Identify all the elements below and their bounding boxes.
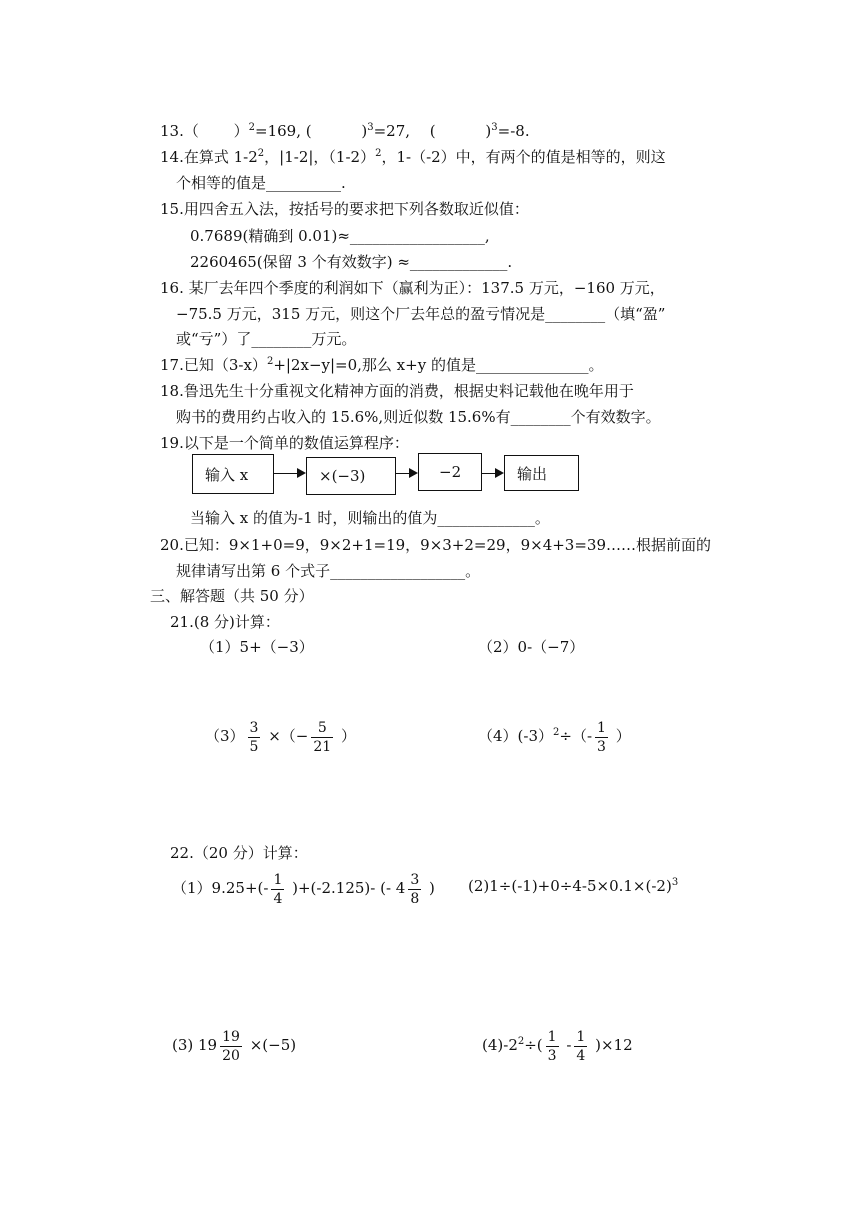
q13-part-b: =169, ( ) xyxy=(255,122,368,140)
question-13: 13.（ ）$^2$=169, ( )$^3$=27, ( )$^3$=-8. xyxy=(160,122,530,140)
flow-arrow-2 xyxy=(396,473,416,474)
q13-part-d: =-8. xyxy=(497,122,530,140)
fraction-1-3: $\frac{1}{3}$ xyxy=(597,719,606,755)
q21-part-2: （2）0-（−7） xyxy=(478,638,585,656)
question-18: 18.鲁迅先生十分重视文化精神方面的消费，根据史料记载他在晚年用于 xyxy=(160,382,634,400)
question-15: 15.用四舍五入法，按括号的要求把下列各数取近似值： xyxy=(160,200,529,218)
question-15-line-3: 2260465(保留 3 个有效数字) ≈_____________. xyxy=(190,253,513,271)
question-20-line-2: 规律请写出第 6 个式子__________________。 xyxy=(176,562,481,580)
flow-arrow-3 xyxy=(482,473,502,474)
question-17: 17.已知$(3-x)^2+|2x-y|=0$,那么 x+y 的值是_______________。 xyxy=(160,356,604,374)
q13-part-c: =27, ( ) xyxy=(373,122,492,140)
fraction-3-8: $\frac{3}{8}$ xyxy=(410,871,420,907)
q21-part-3: （3） $\frac{3}{5}$ ×（− $\frac{5}{21}$ ） xyxy=(205,719,356,755)
fraction-5-21: $\frac{5}{21}$ xyxy=(313,719,332,755)
question-16-line-2: −75.5 万元，315 万元，则这个厂去年总的盈亏情况是________（填“盈” xyxy=(176,305,666,323)
fraction-3-5: $\frac{3}{5}$ xyxy=(249,719,259,755)
fraction-19-20: $\frac{19}{20}$ xyxy=(222,1028,240,1064)
question-16-line-3: 或“亏”）了________万元。 xyxy=(176,330,357,348)
question-22-title: 22.（20 分）计算： xyxy=(170,844,308,862)
flow-box-input: 输入 x xyxy=(192,454,274,494)
q22-part-3: (3) 19 $\frac{19}{20}$ ×(−5) xyxy=(172,1028,297,1064)
question-21-title: 21.(8 分)计算： xyxy=(170,613,280,631)
question-19-line-2: 当输入 x 的值为-1 时，则输出的值为_____________。 xyxy=(190,509,550,527)
fraction-1-4b: $\frac{1}{4}$ xyxy=(576,1028,586,1064)
q22-part-2: $(2)1\div(-1)+0\div 4-5\times 0.1\times(-2)^3$ xyxy=(468,877,679,895)
flow-box-output: 输出 xyxy=(504,455,579,491)
question-14: 14.在算式 $1-2^2$，|1-2|，$(1-2)^2$，1-（-2）中，有两个的值是相等的，则这 xyxy=(160,148,666,166)
question-14-line-2: 个相等的值是__________. xyxy=(176,174,346,192)
q22-part-1: （1）9.25+(- $\frac{1}{4}$ )+(-2.125)- (- 4 $\frac{3}{8}$ ) xyxy=(172,871,435,907)
question-16: 16. 某厂去年四个季度的利润如下（赢利为正）：137.5 万元，−160 万元， xyxy=(160,279,665,297)
question-19: 19.以下是一个简单的数值运算程序： xyxy=(160,434,409,452)
section-3-heading: 三、解答题（共 50 分） xyxy=(150,587,314,605)
question-18-line-2: 购书的费用约占收入的 15.6%,则近似数 15.6%有________个有效数字。 xyxy=(176,408,661,426)
fraction-1-3b: $\frac{1}{3}$ xyxy=(547,1028,557,1064)
fraction-1-4: $\frac{1}{4}$ xyxy=(273,871,283,907)
flow-arrow-1 xyxy=(274,473,304,474)
question-15-line-2: 0.7689(精确到 0.01)≈__________________, xyxy=(190,227,490,245)
question-20: 20.已知：9×1+0=9，9×2+1=19，9×3+2=29，9×4+3=39……根据前面的 xyxy=(160,536,712,554)
q13-part-a: 13.（ ） xyxy=(160,122,249,140)
q22-part-4: $(4)-2^2\div$( $\frac{1}{3}$ - $\frac{1}{4}$ )×12 xyxy=(482,1028,633,1064)
q21-part-1: （1）5+（−3） xyxy=(200,638,314,656)
flow-box-subtract: −2 xyxy=(418,453,482,491)
q21-part-4: （4）(-3）$^2$÷（- $\frac{1}{3}$ ） xyxy=(478,719,631,755)
flow-box-multiply: ×(−3) xyxy=(306,457,396,495)
